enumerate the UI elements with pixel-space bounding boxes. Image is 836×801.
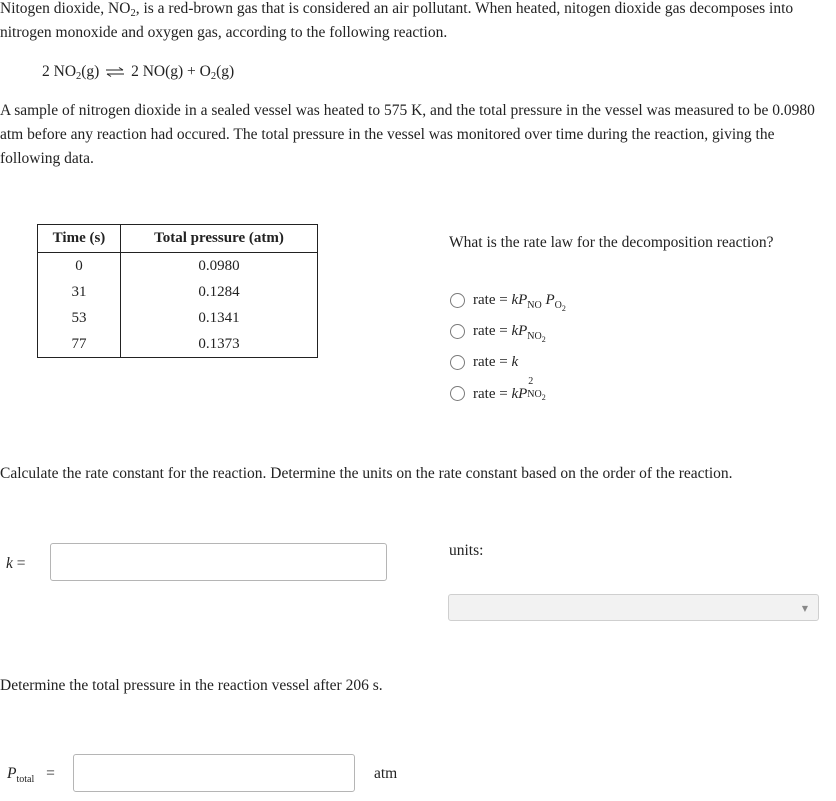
rate-constant-input[interactable] (50, 543, 387, 581)
table-cell-time: 31 (38, 279, 121, 305)
rate-law-option-1-label: rate = $kP_{NO}$ $P_{O_2}$ (473, 291, 566, 313)
column-header-time: Time (s) (38, 225, 121, 253)
units-label: units: (449, 542, 484, 559)
column-header-pressure: Total pressure (atm) (121, 225, 318, 253)
k-label: k = (6, 555, 26, 572)
rate-law-option-2-label: rate = $kP_{NO_2}$ (473, 322, 546, 344)
radio-button[interactable] (450, 386, 465, 401)
radio-button[interactable] (450, 324, 465, 339)
rate-law-option-3[interactable] (450, 351, 518, 373)
rate-constant-prompt: Calculate the rate constant for the reaction. Determine the units on the rate constant based on the order of the reaction. (0, 465, 733, 482)
description-paragraph: A sample of nitrogen dioxide in a sealed vessel was heated to 575 K, and the total pressure in the vessel was measured to be 0.0980 atm before any reaction had occured. The total pressure in the vessel was monitored over time during the reaction, giving the following data. (0, 102, 815, 167)
rate-law-option-3-label: rate = k (473, 353, 519, 370)
table-header-row (38, 225, 318, 253)
radio-button[interactable] (450, 293, 465, 308)
p-total-label: $P_{total}$ = (7, 765, 55, 785)
dropdown-caret-icon: ▼ (801, 604, 808, 613)
radio-button[interactable] (450, 355, 465, 370)
table-cell-pressure: 0.1341 (121, 305, 318, 331)
pressure-data-table (37, 224, 318, 358)
table-cell-pressure: 0.0980 (121, 253, 318, 280)
units-dropdown[interactable] (448, 594, 819, 621)
table-cell-time: 0 (38, 253, 121, 280)
atm-unit-label: atm (374, 765, 398, 782)
rate-law-question: What is the rate law for the decomposition reaction? (449, 234, 774, 251)
rate-law-option-1[interactable] (450, 289, 566, 311)
table-cell-time: 53 (38, 305, 121, 331)
table-cell-pressure: 0.1373 (121, 331, 318, 358)
rate-law-option-4[interactable] (450, 375, 549, 404)
total-pressure-prompt: Determine the total pressure in the reaction vessel after 206 s. (0, 677, 383, 694)
table-row (38, 279, 318, 305)
rate-law-option-4-label: rate = kP 2 $NO_2$ (473, 375, 546, 402)
reaction-equation: 2 $NO_2(g)$ 2 $NO(g) + O_2(g)$ (42, 63, 235, 82)
table-cell-pressure: 0.1284 (121, 279, 318, 305)
table-cell-time: 77 (38, 331, 121, 358)
table-row (38, 253, 318, 280)
table-row (38, 305, 318, 331)
rate-law-option-2[interactable] (450, 320, 546, 342)
table-row (38, 331, 318, 358)
intro-paragraph: Nitogen dioxide, $NO_2$, is a red-brown gas that is considered an air pollutant. When heated, nitogen dioxide gas decomposes into nitrogen monoxide and oxygen gas, according to the following reaction. (0, 0, 794, 41)
total-pressure-input[interactable] (73, 754, 355, 792)
equilibrium-arrow-icon (105, 67, 125, 77)
